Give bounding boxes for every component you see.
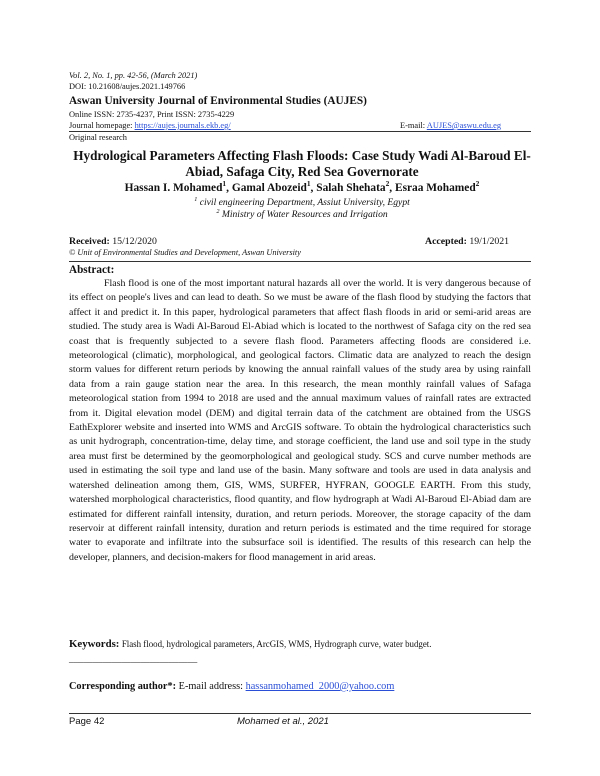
accepted-date: Accepted: 19/1/2021	[425, 236, 510, 247]
received-date: Received: 15/12/2020	[69, 236, 157, 247]
corresponding-email-link[interactable]: hassanmohamed_2000@yahoo.com	[245, 681, 395, 692]
issn: Online ISSN: 2735-4237, Print ISSN: 2735-4229	[69, 110, 235, 119]
volume-info: Vol. 2, No. 1, pp. 42-56, (March 2021)	[69, 71, 198, 80]
author: Hassan I. Mohamed$^1$	[124, 179, 227, 194]
page-footer	[69, 716, 531, 727]
abstract-text: Flash flood is one of the most important natural hazards all over the world. It is very dangerous because of its effect on people's lives and can lead to death. So we must be aware of the flash flood by studying the factors that affect it and predict it. In this paper, hydrological parameters that affect flash floods in arid or semi-arid areas are studied. The study area is Wadi Al-Baroud El-Abiad which is located to the northwest of Safaga city on the red sea coast that is frequently subjected to a severe flash flood. Parameters affecting floods are considered i.e. meteorological (climatic), morphological, and geological factors. Climatic data are analyzed to reach the design storm values for different return periods by knowing the annual rainfall values of the study area by using rainfall data from a rain gauge station near the area. In this research, the mean monthly rainfall values of Safaga meteorological station from 1994 to 2018 are used and the annual maximum values of rainfall rates are extracted from it. Digital elevation model (DEM) and digital terrain data of the catchment are obtained from the USGS EathExplorer website and inserted into WMS and ArcGIS software. To obtain the hydrological characteristics such as unit hydrograph, concentration-time, delay time, and storage coefficient, the land use and soil type in the study area must first be determined by the geomorphological and geological study. SCS and curve number methods are used in estimating the soil type and land use of the basin. Many software and tools are used in data analysis and watershed delineation among them, GIS, WMS, SURFER, HYFRAN, GOOGLE EARTH. From this study, watershed morphological characteristics, flood quantity, and flow hydrograph at Wadi Al-Baroud El-Abiad dam are estimated for different rainfall intensity, duration, and return periods. Moreover, the storage capacity of the dam reservoir at different rainfall intensity, duration and return periods is estimated and the time required for storage water to evaporate and infiltrate into the subsurface soil is identified. The results of this research can help the developer, planners, and decision-makers for flood management in arid areas.	[69, 278, 531, 563]
author: Gamal Abozeid$^1$	[231, 179, 311, 194]
email-label: E-mail:	[400, 121, 426, 130]
journal-email-line	[400, 121, 501, 131]
page-number: Page 42	[69, 716, 105, 727]
paper-title: Hydrological Parameters Affecting Flash Floods: Case Study Wadi Al-Baroud El-Abiad, Safaga City, Red Sea Governorate	[73, 148, 531, 179]
footer-divider	[69, 713, 531, 714]
homepage-label: Journal homepage:	[69, 121, 133, 130]
affiliation: $^2$ Ministry of Water Resources and Irrigation	[216, 207, 388, 220]
journal-title: Aswan University Journal of Environmental Studies (AUJES)	[69, 95, 367, 107]
affiliation: $^1$ civil engineering Department, Assiut University, Egypt	[194, 195, 410, 208]
article-type: Original research	[69, 133, 127, 142]
author: Esraa Mohamed$^2$	[394, 179, 480, 194]
author: Salah Shehata$^2$	[316, 179, 390, 194]
abstract-heading: Abstract:	[69, 264, 115, 276]
copyright: © Unit of Environmental Studies and Development, Aswan University	[69, 248, 301, 257]
homepage-link[interactable]: https://aujes.journals.ekb.eg/	[134, 121, 231, 130]
author-list: Hassan I. Mohamed$^1$, Gamal Abozeid$^1$, Salah Shehata$^2$, Esraa Mohamed$^2$	[124, 179, 480, 194]
journal-email-link[interactable]: AUJES@aswu.edu.eg	[426, 121, 502, 130]
footnote-rule: ___________________________	[69, 655, 198, 665]
homepage-line	[69, 121, 231, 131]
dates-divider	[69, 261, 531, 262]
corresponding-author: Corresponding author*: E-mail address: hassanmohamed_2000@yahoo.com	[69, 681, 395, 692]
running-citation: Mohamed et al., 2021	[237, 716, 329, 727]
header-divider	[69, 131, 531, 132]
doi: DOI: 10.21608/aujes.2021.149766	[69, 82, 186, 91]
keywords: Keywords: Flash flood, hydrological parameters, ArcGIS, WMS, Hydrograph curve, water budget.	[69, 638, 432, 650]
